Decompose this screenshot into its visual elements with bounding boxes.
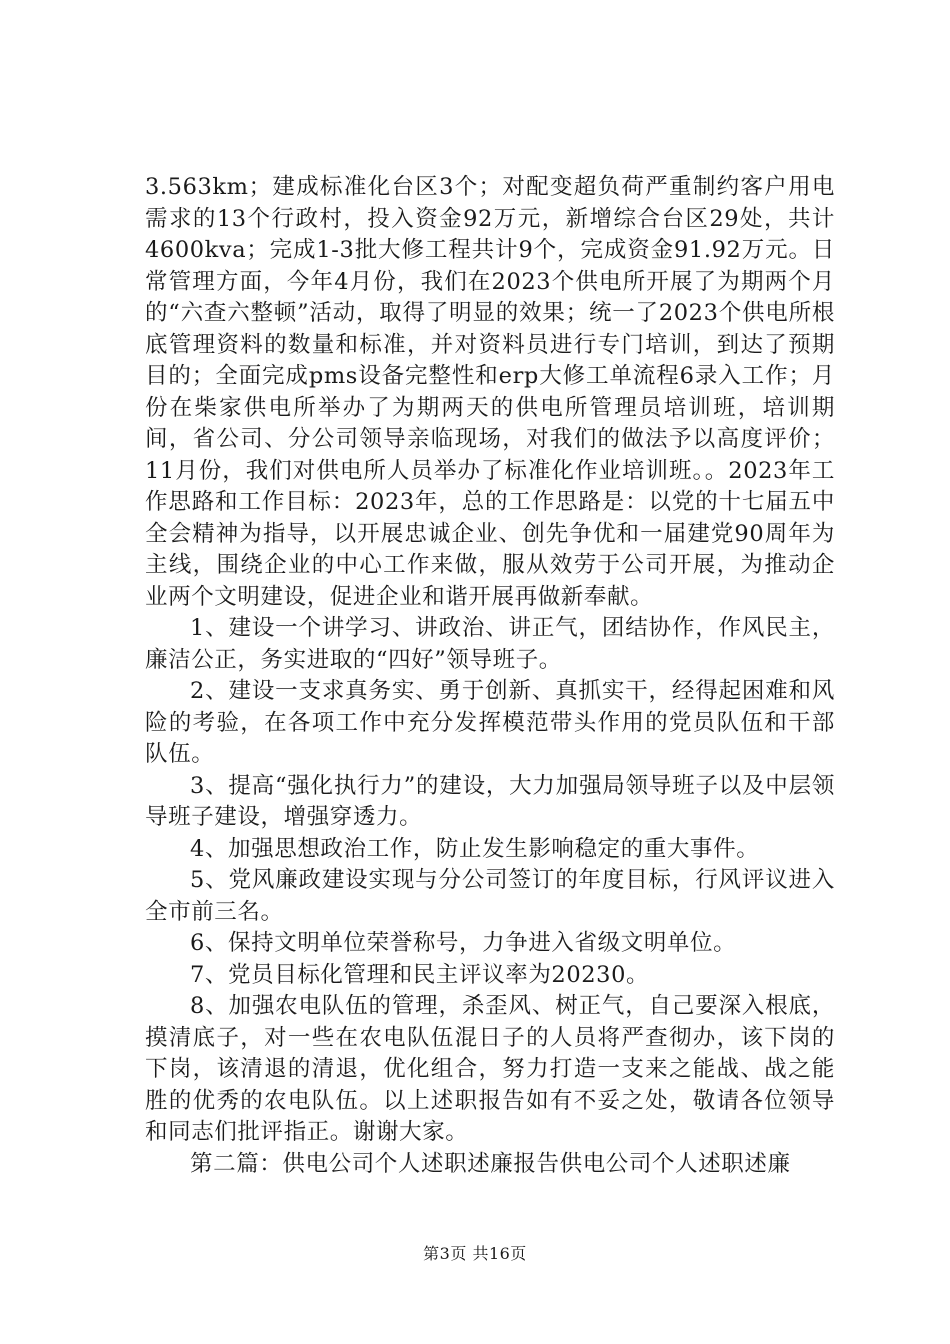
paragraph-goal-7: 7、党员目标化管理和民主评议率为20230。	[190, 961, 650, 988]
paragraph-goal-1: 1、建设一个讲学习、讲政治、讲正气，团结协作，作风民主，廉洁公正，务实进取的“四好”领导班子。	[145, 615, 835, 673]
paragraph-goal-3: 3、提高“强化执行力”的建设，大力加强局领导班子以及中层领导班子建设，增强穿透力。	[145, 772, 835, 830]
page-number-footer: 第3页 共16页	[423, 1244, 527, 1263]
paragraph-next-section: 第二篇：供电公司个人述职述廉报告供电公司个人述职述廉	[190, 1150, 791, 1177]
paragraph-goal-4: 4、加强思想政治工作，防止发生影响稳定的重大事件。	[190, 835, 760, 862]
paragraph-goal-6: 6、保持文明单位荣誉称号，力争进入省级文明单位。	[190, 930, 737, 956]
paragraph-goal-2: 2、建设一支求真务实、勇于创新、真抓实干，经得起困难和风险的考验，在各项工作中充分发挥模范带头作用的党员队伍和干部队伍。	[145, 678, 835, 767]
paragraph-goal-8: 8、加强农电队伍的管理，杀歪风、树正气，自己要深入根底，摸清底子，对一些在农电队伍混日子的人员将严查彻办，该下岗的下岗，该清退的清退，优化组合，努力打造一支来之能战、战之能胜的优秀的农电队伍。以上述职报告如有不妥之处，敬请各位领导和同志们批评指正。谢谢大家。	[145, 993, 835, 1145]
paragraph-intro: 3.563km；建成标准化台区3个；对配变超负荷严重制约客户用电需求的13个行政村，投入资金92万元，新增综合台区29处，共计4600kva；完成1-3批大修工程共计9个，完成资金91.92万元。日常管理方面，今年4月份，我们在2023个供电所开展了为期两个月的“六查六整顿”活动，取得了明显的效果；统一了2023个供电所根底管理资料的数量和标准，并对资料员进行专门培训，到达了预期目的；全面完成pms设备完整性和erp大修工单流程6录入工作；月份在柴家供电所举办了为期两天的供电所管理员培训班，培训期间，省公司、分公司领导亲临现场，对我们的做法予以高度评价；11月份，我们对供电所人员举办了标准化作业培训班。。2023年工作思路和工作目标：2023年，总的工作思路是：以党的十七届五中全会精神为指导，以开展忠诚企业、创先争优和一届建党90周年为主线，围绕企业的中心工作来做，服从效劳于公司开展，为推动企业两个文明建设，促进企业和谐开展再做新奉献。	[145, 174, 835, 610]
paragraph-goal-5: 5、党风廉政建设实现与分公司签订的年度目标，行风评议进入全市前三名。	[145, 867, 835, 925]
document-body	[145, 172, 835, 1180]
